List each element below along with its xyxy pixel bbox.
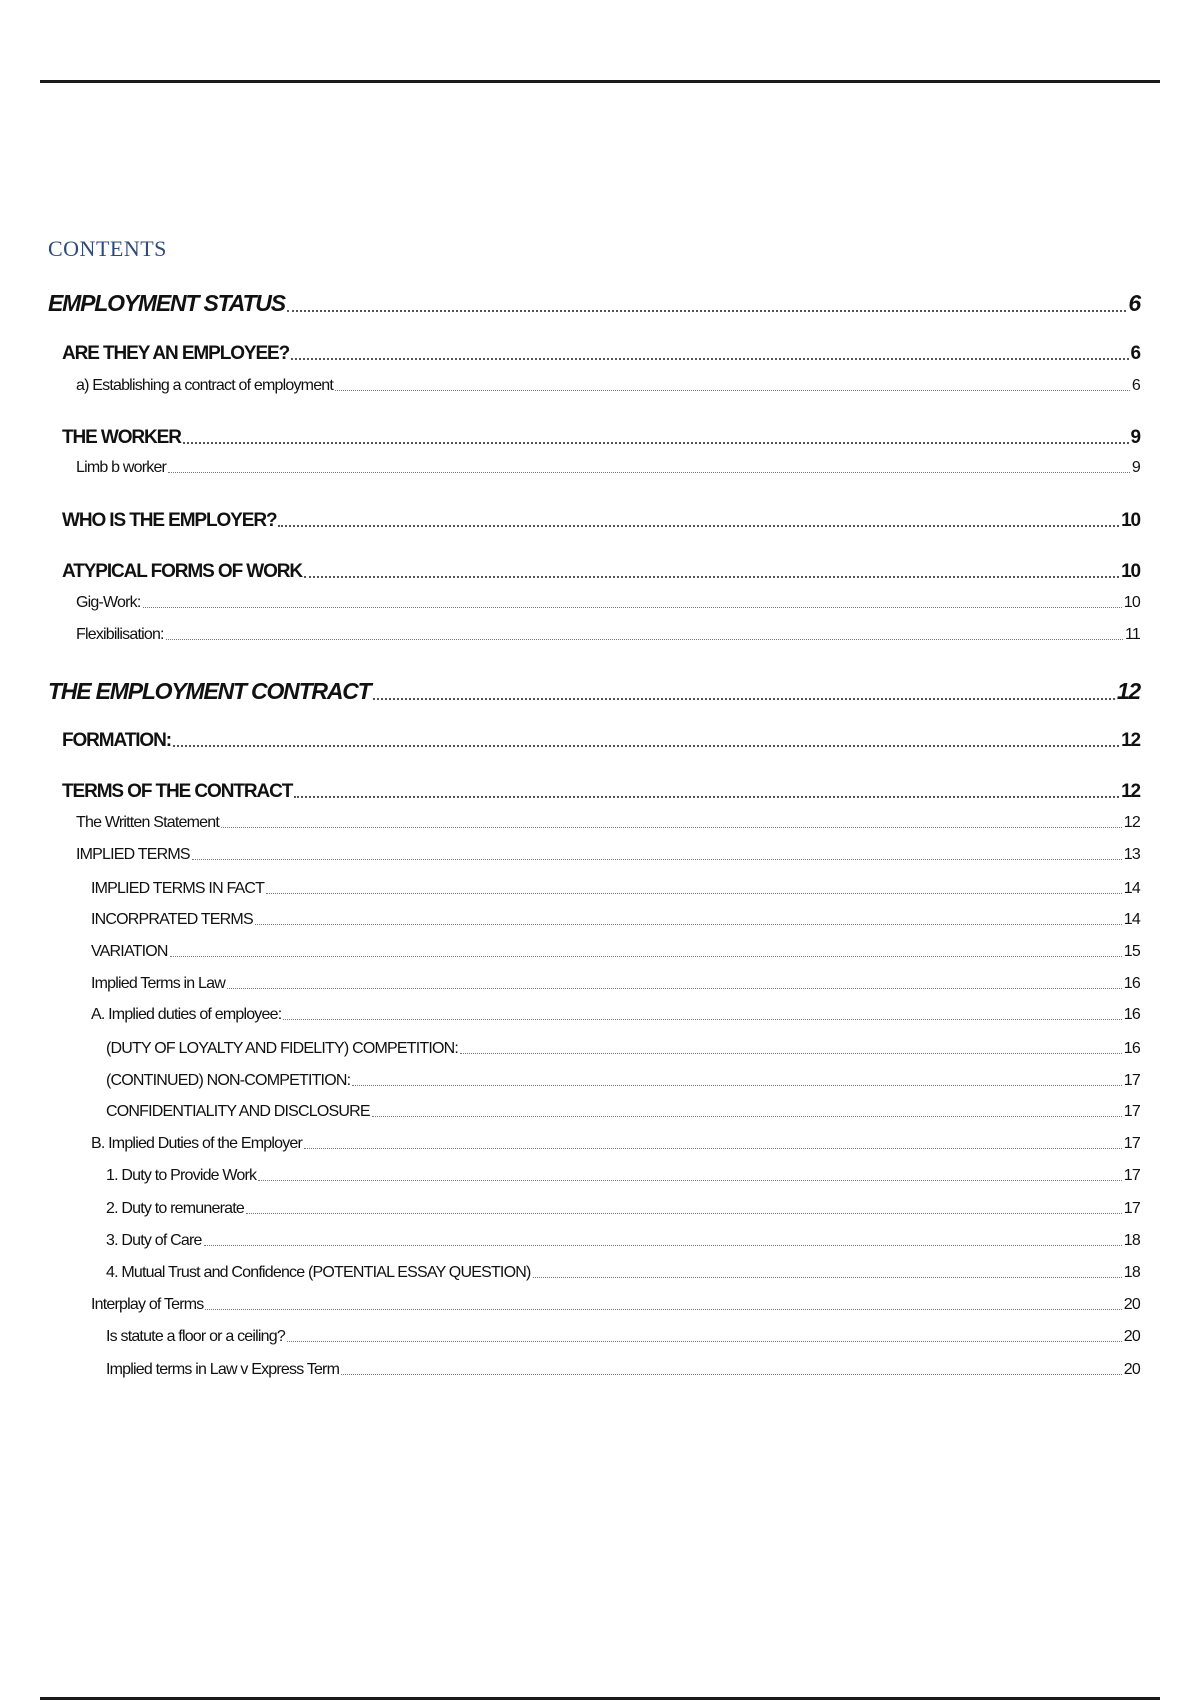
toc-entry-label: TERMS OF THE CONTRACT [62,781,293,802]
toc-entry-page-number: 9 [1130,427,1140,448]
toc-entry[interactable] [48,1200,1140,1218]
toc-dot-leader [352,1085,1122,1086]
toc-entry[interactable] [48,427,1140,449]
toc-entry-page-number: 17 [1123,1167,1140,1184]
toc-dot-leader [291,358,1128,360]
toc-entry[interactable] [48,594,1140,612]
toc-entry-label: WHO IS THE EMPLOYER? [62,510,277,531]
toc-entry-label: Is statute a floor or a ceiling? [106,1328,285,1345]
toc-dot-leader [373,698,1115,700]
toc-entry-label: VARIATION [91,943,168,960]
toc-entry[interactable] [48,377,1140,395]
toc-dot-leader [294,796,1119,798]
toc-entry[interactable] [48,846,1140,864]
toc-entry-label: (DUTY OF LOYALTY AND FIDELITY) COMPETITION: [106,1040,459,1057]
toc-entry-label: IMPLIED TERMS [76,846,190,863]
toc-entry-page-number: 17 [1123,1103,1140,1120]
toc-entry[interactable] [48,1103,1140,1121]
toc-entry[interactable] [48,730,1140,752]
toc-entry-page-number: 11 [1124,626,1140,643]
toc-entry-label: Limb b worker [76,459,167,476]
toc-entry-page-number: 12 [1121,730,1140,751]
toc-entry-page-number: 14 [1123,880,1140,897]
toc-entry-label: (CONTINUED) NON-COMPETITION: [106,1072,351,1089]
toc-dot-leader [143,607,1122,608]
toc-dot-leader [183,442,1129,444]
toc-entry[interactable] [48,1361,1140,1379]
toc-dot-leader [266,893,1122,894]
toc-entry[interactable] [48,1167,1140,1185]
toc-dot-leader [341,1374,1122,1375]
toc-dot-leader [166,639,1123,640]
contents-heading: CONTENTS [48,236,167,261]
toc-dot-leader [204,1245,1122,1246]
toc-entry-page-number: 17 [1123,1072,1140,1089]
toc-entry-page-number: 20 [1123,1328,1140,1345]
toc-entry-label: IMPLIED TERMS IN FACT [91,880,265,897]
toc-entry-page-number: 20 [1123,1361,1140,1378]
toc-entry-label: THE EMPLOYMENT CONTRACT [48,678,371,704]
toc-dot-leader [533,1277,1122,1278]
toc-entry[interactable] [48,1072,1140,1090]
toc-entry[interactable] [48,781,1140,803]
toc-entry-label: FORMATION: [62,730,171,751]
toc-entry-page-number: 10 [1121,561,1140,582]
toc-dot-leader [372,1116,1122,1117]
toc-entry-label: 4. Mutual Trust and Confidence (POTENTIAL ESSAY QUESTION) [106,1264,531,1281]
toc-entry-page-number: 17 [1123,1135,1140,1152]
toc-entry-label: Gig-Work: [76,594,141,611]
toc-entry[interactable] [48,911,1140,929]
toc-entry-label: Implied Terms in Law [91,975,225,992]
header-rule [40,80,1160,83]
toc-entry[interactable] [48,343,1140,365]
toc-entry-page-number: 10 [1123,594,1140,611]
toc-dot-leader [278,525,1119,527]
toc-entry-page-number: 17 [1123,1200,1140,1217]
toc-entry[interactable] [48,1296,1140,1314]
toc-entry-label: Interplay of Terms [91,1296,204,1313]
toc-entry-label: 2. Duty to remunerate [106,1200,244,1217]
toc-entry[interactable] [48,1328,1140,1346]
toc-dot-leader [255,924,1122,925]
toc-entry[interactable] [48,561,1140,583]
toc-dot-leader [304,576,1119,578]
toc-entry-label: The Written Statement [76,814,219,831]
toc-entry[interactable] [48,510,1140,532]
toc-dot-leader [258,1180,1122,1181]
toc-entry-label: THE WORKER [62,427,181,448]
toc-entry[interactable] [48,678,1140,705]
toc-entry-label: B. Implied Duties of the Employer [91,1135,303,1152]
toc-entry[interactable] [48,1232,1140,1250]
toc-entry[interactable] [48,880,1140,898]
toc-entry-page-number: 12 [1123,814,1140,831]
toc-entry[interactable] [48,626,1140,644]
toc-dot-leader [227,988,1122,989]
toc-entry-page-number: 9 [1131,459,1140,476]
toc-entry-page-number: 10 [1121,510,1140,531]
toc-entry[interactable] [48,1040,1140,1058]
toc-entry-page-number: 16 [1123,1040,1140,1057]
toc-entry-page-number: 18 [1123,1264,1140,1281]
toc-entry-page-number: 15 [1123,943,1140,960]
toc-dot-leader [168,472,1130,473]
toc-entry-label: 1. Duty to Provide Work [106,1167,257,1184]
toc-entry-page-number: 20 [1123,1296,1140,1313]
toc-entry-page-number: 13 [1123,846,1140,863]
toc-entry-page-number: 16 [1123,975,1140,992]
toc-dot-leader [246,1213,1122,1214]
toc-dot-leader [460,1053,1122,1054]
toc-dot-leader [170,956,1122,957]
toc-entry[interactable] [48,943,1140,961]
toc-entry-label: Implied terms in Law v Express Term [106,1361,340,1378]
toc-dot-leader [205,1309,1121,1310]
toc-entry[interactable] [48,975,1140,993]
toc-entry-label: CONFIDENTIALITY AND DISCLOSURE [106,1103,370,1120]
toc-entry-label: A. Implied duties of employee: [91,1006,282,1023]
toc-entry-label: INCORPRATED TERMS [91,911,253,928]
toc-entry-label: 3. Duty of Care [106,1232,202,1249]
toc-entry-page-number: 12 [1121,781,1140,802]
toc-entry-label: ATYPICAL FORMS OF WORK [62,561,303,582]
toc-dot-leader [304,1148,1122,1149]
toc-entry[interactable] [48,290,1140,317]
toc-entry-page-number: 14 [1123,911,1140,928]
toc-dot-leader [192,859,1122,860]
toc-entry-label: EMPLOYMENT STATUS [48,290,285,316]
toc-entry-page-number: 18 [1123,1232,1140,1249]
toc-dot-leader [335,390,1130,391]
toc-entry-label: Flexibilisation: [76,626,164,643]
toc-entry-page-number: 6 [1131,377,1140,394]
toc-entry-page-number: 6 [1130,343,1140,364]
toc-dot-leader [173,745,1119,747]
toc-dot-leader [221,827,1122,828]
toc-entry[interactable] [48,814,1140,832]
toc-entry-label: a) Establishing a contract of employment [76,377,334,394]
toc-dot-leader [283,1019,1121,1020]
toc-entry[interactable] [48,1135,1140,1153]
toc-dot-leader [287,1341,1122,1342]
toc-entry-page-number: 12 [1116,678,1140,704]
toc-entry-page-number: 16 [1123,1006,1140,1023]
toc-entry[interactable] [48,1264,1140,1282]
toc-entry[interactable] [48,459,1140,477]
toc-entry[interactable] [48,1006,1140,1024]
toc-dot-leader [287,310,1127,312]
toc-entry-page-number: 6 [1128,290,1140,316]
toc-entry-label: ARE THEY AN EMPLOYEE? [62,343,290,364]
